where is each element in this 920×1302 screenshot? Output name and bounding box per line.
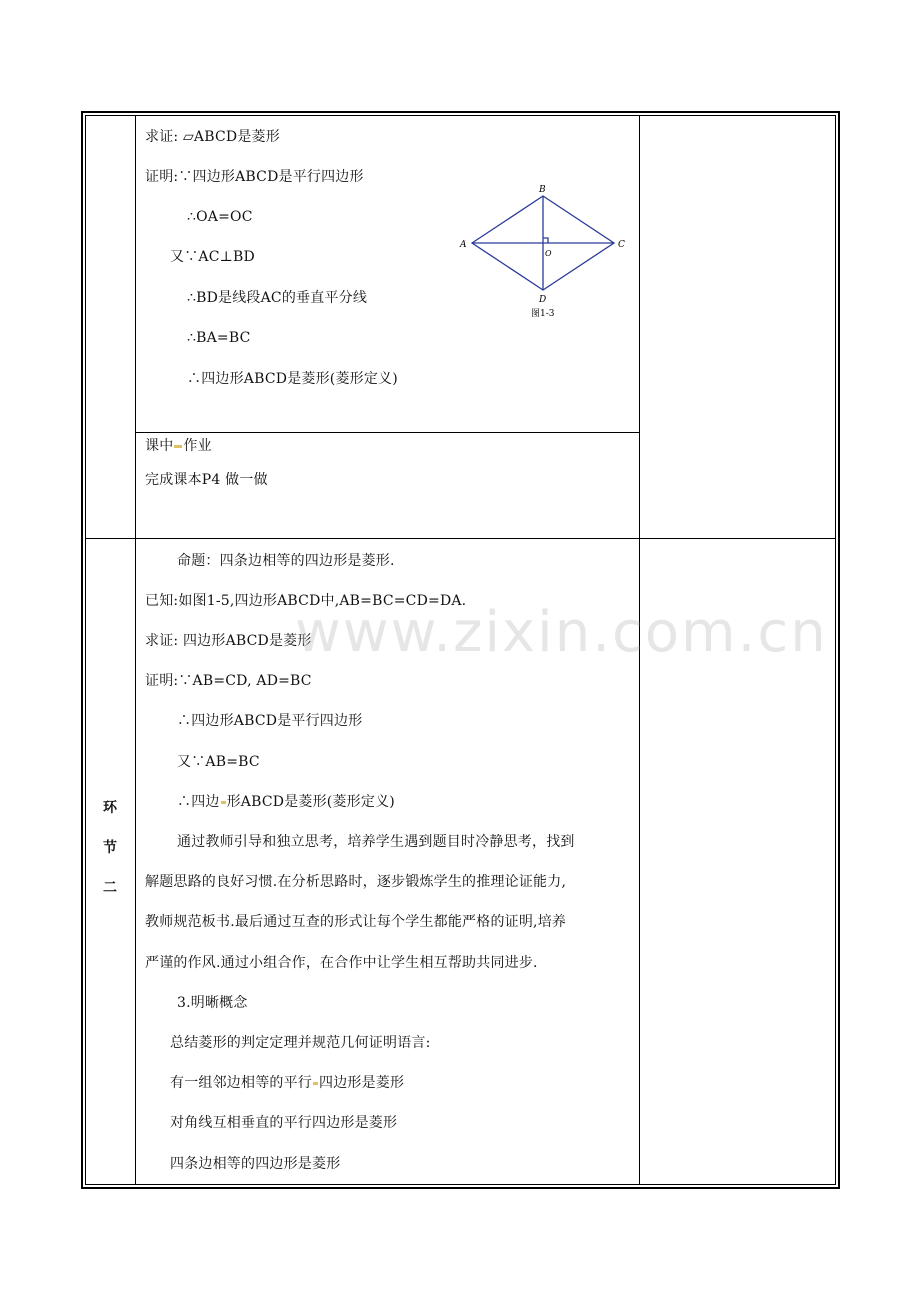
to-prove: 求证: 四边形ABCD是菱形 (145, 633, 312, 649)
theorem-1-part-b: 四边形是菱形 (319, 1075, 405, 1091)
proof-line-3: ∴OA=OC (187, 209, 253, 225)
proof-step-1: 证明:∵AB=CD, AD=BC (145, 673, 312, 689)
homework-title (145, 437, 212, 455)
rhombus-figure (455, 182, 635, 322)
proof-line-1: 求证: ▱ABCD是菱形 (145, 129, 280, 145)
right-angle-mark (543, 238, 548, 243)
paragraph-line-2: 解题思路的良好习惯.在分析思路时，逐步锻炼学生的推理论证能力, (145, 874, 567, 890)
proof-line-5: ∴BD是线段AC的垂直平分线 (187, 290, 368, 306)
homework-title-part-a: 课中 (145, 438, 174, 454)
section-2-label-2: 节 (103, 840, 117, 856)
paragraph-line-3: 教师规范板书.最后通过互查的形式让每个学生都能严格的证明,培养 (145, 914, 567, 930)
column-divider-right (639, 115, 640, 1185)
highlight-mark (174, 445, 182, 448)
highlight-mark (221, 801, 226, 804)
theorem-1-part-a: 有一组邻边相等的平行 (170, 1075, 312, 1091)
given: 已知:如图1-5,四边形ABCD中,AB=BC=CD=DA. (145, 593, 467, 609)
proof-line-4: 又∵AC⊥BD (170, 249, 255, 265)
proposition: 命题：四条边相等的四边形是菱形. (177, 553, 395, 569)
proof-step-4-part-a: ∴四边 (177, 794, 220, 810)
proof-step-4 (177, 793, 395, 811)
proof-line-6: ∴BA=BC (187, 330, 251, 346)
proof-line-2: 证明:∵四边形ABCD是平行四边形 (145, 169, 364, 185)
section-divider (85, 538, 836, 539)
theorem-3: 四条边相等的四边形是菱形 (170, 1156, 341, 1172)
homework-text: 完成课本P4 做一做 (145, 472, 268, 488)
watermark: www.zixin.com.cn (295, 600, 828, 665)
proof-step-3: 又∵AB=BC (177, 754, 260, 770)
homework-title-part-b: 作业 (183, 438, 212, 454)
proof-step-2: ∴四边形ABCD是平行四边形 (177, 713, 363, 729)
concept-intro: 总结菱形的判定定理并规范几何证明语言: (170, 1035, 431, 1051)
label-c: C (618, 240, 625, 250)
highlight-mark (313, 1082, 318, 1085)
figure-caption: 图1-3 (531, 309, 555, 319)
concept-title: 3.明晰概念 (177, 995, 248, 1011)
proof-step-4-part-b: 形ABCD是菱形(菱形定义) (226, 794, 395, 810)
label-a: A (460, 240, 467, 250)
theorem-1 (170, 1074, 404, 1092)
section-2-label-3: 二 (103, 880, 117, 896)
homework-row-divider (135, 432, 640, 433)
paragraph-line-1: 通过教师引导和独立思考，培养学生遇到题目时冷静思考，找到 (177, 834, 575, 850)
paragraph-line-4: 严谨的作风.通过小组合作，在合作中让学生相互帮助共同进步. (145, 955, 538, 971)
label-d: D (539, 295, 547, 305)
column-divider-left (135, 115, 136, 1185)
section-2-label-1: 环 (103, 800, 117, 816)
label-o: O (545, 249, 552, 258)
theorem-2: 对角线互相垂直的平行四边形是菱形 (170, 1115, 398, 1131)
label-b: B (539, 185, 546, 195)
rhombus-lines (472, 196, 614, 290)
proof-line-7: ∴四边形ABCD是菱形(菱形定义) (187, 371, 398, 387)
